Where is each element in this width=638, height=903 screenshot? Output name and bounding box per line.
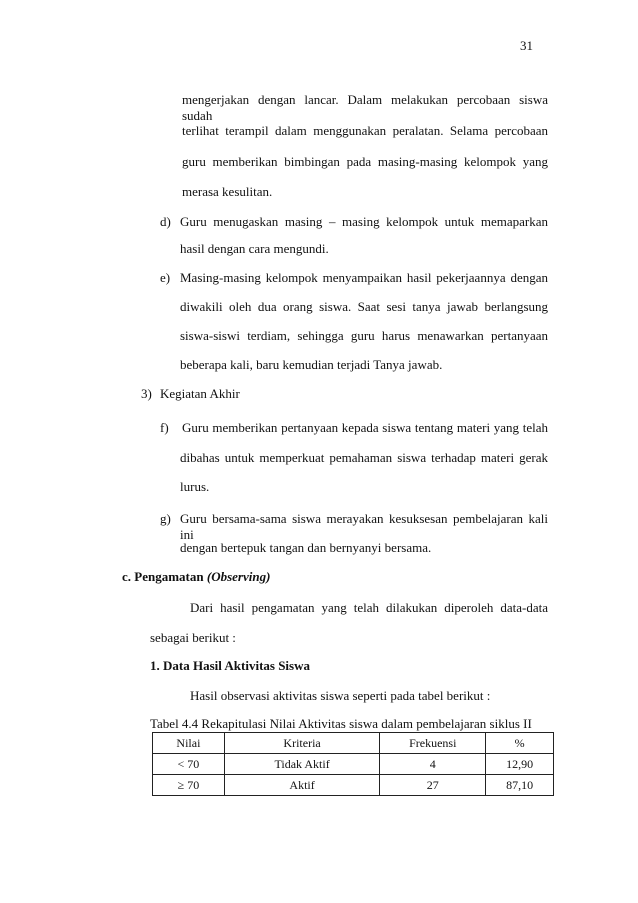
paragraph-line: Dari hasil pengamatan yang telah dilakukan diperoleh data-data (190, 600, 548, 615)
list-item-line: Guru menugaskan masing – masing kelompok untuk memaparkan (180, 214, 548, 229)
table-cell: Aktif (224, 775, 380, 796)
table-header-cell: Nilai (153, 733, 225, 754)
list-item-line: dengan bertepuk tangan dan bernyanyi bersama. (180, 540, 432, 555)
table-header-cell: % (486, 733, 554, 754)
list-item-line: diwakili oleh dua orang siswa. Saat sesi tanya jawab berlangsung (180, 299, 548, 314)
table-header-cell: Kriteria (224, 733, 380, 754)
list-marker: d) (160, 214, 171, 229)
list-item-line: beberapa kali, baru kemudian terjadi Tanya jawab. (180, 357, 443, 372)
table-header-cell: Frekuensi (380, 733, 486, 754)
section-marker: 3) (141, 386, 152, 401)
list-item-line: lurus. (180, 479, 210, 494)
heading-text: c. Pengamatan (122, 569, 207, 584)
data-table (152, 732, 554, 796)
table-cell: < 70 (153, 754, 225, 775)
table-header-row (153, 733, 554, 754)
table-cell: ≥ 70 (153, 775, 225, 796)
list-item-line: siswa-siswi terdiam, sehingga guru harus menawarkan pertanyaan (180, 328, 548, 343)
paragraph-line: merasa kesulitan. (182, 184, 273, 199)
table-row (153, 754, 554, 775)
heading-italic: (Observing) (206, 569, 271, 584)
page-number: 31 (520, 38, 533, 53)
table-row (153, 775, 554, 796)
paragraph-line: terlihat terampil dalam menggunakan peralatan. Selama percobaan (182, 123, 548, 138)
table-cell: Tidak Aktif (224, 754, 380, 775)
list-item-line: Masing-masing kelompok menyampaikan hasil pekerjaannya dengan (180, 270, 548, 285)
paragraph-line: sebagai berikut : (150, 630, 236, 645)
table-cell: 87,10 (486, 775, 554, 796)
subsection-heading: 1. Data Hasil Aktivitas Siswa (150, 658, 310, 673)
paragraph-line: mengerjakan dengan lancar. Dalam melakukan percobaan siswa sudah (182, 92, 548, 123)
list-marker: g) (160, 511, 171, 526)
list-marker: f) (160, 420, 169, 435)
paragraph-line: Hasil observasi aktivitas siswa seperti pada tabel berikut : (190, 688, 491, 703)
table-caption: Tabel 4.4 Rekapitulasi Nilai Aktivitas siswa dalam pembelajaran siklus II (150, 716, 532, 731)
section-heading (122, 569, 270, 585)
list-item-line: hasil dengan cara mengundi. (180, 241, 329, 256)
list-item-line: Guru bersama-sama siswa merayakan kesuksesan pembelajaran kali ini (180, 511, 548, 542)
list-item-line: dibahas untuk memperkuat pemahaman siswa terhadap materi gerak (180, 450, 548, 465)
list-marker: e) (160, 270, 171, 285)
table-cell: 12,90 (486, 754, 554, 775)
list-item-line: Guru memberikan pertanyaan kepada siswa tentang materi yang telah (182, 420, 548, 435)
section-title: Kegiatan Akhir (160, 386, 240, 401)
paragraph-line: guru memberikan bimbingan pada masing-masing kelompok yang (182, 154, 548, 169)
table-cell: 4 (380, 754, 486, 775)
table-cell: 27 (380, 775, 486, 796)
